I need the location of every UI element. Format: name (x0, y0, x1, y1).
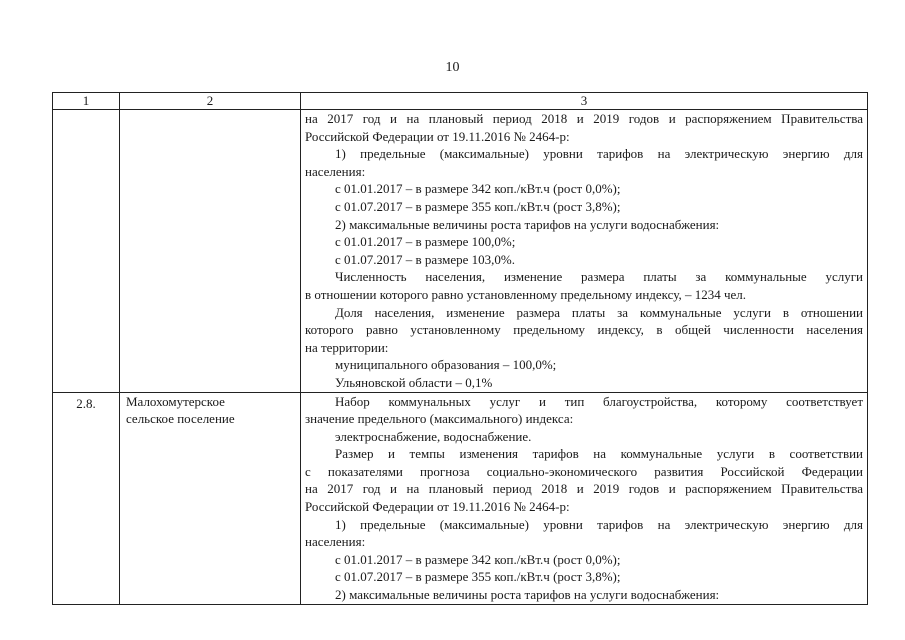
text-line: Российской Федерации от 19.11.2016 № 2464-р: (305, 499, 570, 515)
table-row (53, 392, 868, 604)
text-line: с 01.01.2017 – в размере 342 коп./кВт.ч (рост 0,0%); (335, 551, 621, 567)
text-line: муниципального образования – 100,0%; (335, 357, 557, 373)
description-cell (301, 110, 868, 393)
description-cell (301, 392, 868, 604)
text-line: Ульяновской области – 0,1% (335, 374, 493, 390)
text-line: с 01.07.2017 – в размере 355 коп./кВт.ч (рост 3,8%); (335, 198, 621, 214)
text-line: на 2017 год и на плановый период 2018 и 2019 годов и распоряжением Правительства (305, 481, 863, 497)
text-line: Доля населения, изменение размера платы за коммунальные услуги в отношении (335, 304, 863, 320)
header-col-2: 2 (120, 93, 301, 110)
text-line: Российской Федерации от 19.11.2016 № 2464-р: (305, 128, 570, 144)
row-number: 2.8. (53, 392, 120, 604)
text-line: населения: (305, 163, 366, 179)
text-line: на территории: (305, 339, 389, 355)
text-line: значение предельного (максимального) индекса: (305, 411, 574, 427)
text-line: 2) максимальные величины роста тарифов на услуги водоснабжения: (335, 216, 720, 232)
settlement-name-cell (120, 392, 301, 604)
text-line: на 2017 год и на плановый период 2018 и 2019 годов и распоряжением Правительства (305, 111, 863, 126)
text-line: в отношении которого равно установленному предельному индексу, – 1234 чел. (305, 286, 747, 302)
text-line: с 01.07.2017 – в размере 103,0%. (335, 251, 515, 267)
text-line: 1) предельные (максимальные) уровни тарифов на электрическую энергию для (335, 516, 863, 532)
page-number: 10 (445, 60, 460, 75)
table-header-row (53, 93, 868, 110)
text-line: Численность населения, изменение размера платы за коммунальные услуги (335, 269, 863, 285)
table-body (53, 110, 868, 605)
text-line: электроснабжение, водоснабжение. (335, 428, 532, 444)
text-line: 1) предельные (максимальные) уровни тарифов на электрическую энергию для (335, 146, 863, 162)
tariff-table (52, 92, 868, 605)
text-line: Набор коммунальных услуг и тип благоустройства, которому соответствует (335, 393, 863, 409)
text-line: с 01.07.2017 – в размере 355 коп./кВт.ч (рост 3,8%); (335, 569, 621, 585)
text-line: 2) максимальные величины роста тарифов на услуги водоснабжения: (335, 587, 720, 603)
settlement-name-cell (120, 110, 301, 393)
text-line: с показателями прогноза социально-экономического развития Российской Федерации (305, 463, 863, 479)
settlement-name-line: сельское поселение (126, 411, 235, 427)
text-line: с 01.01.2017 – в размере 100,0%; (335, 234, 516, 250)
header-col-3: 3 (301, 93, 868, 110)
settlement-name-line: Малохомутерское (126, 393, 225, 409)
table-row (53, 110, 868, 393)
row-number (53, 110, 120, 393)
text-line: которого равно установленному предельному индексу, в общей численности населения (305, 322, 863, 338)
text-line: с 01.01.2017 – в размере 342 коп./кВт.ч (рост 0,0%); (335, 181, 621, 197)
header-col-1: 1 (53, 93, 120, 110)
text-line: населения: (305, 534, 366, 550)
text-line: Размер и темпы изменения тарифов на коммунальные услуги в соответствии (335, 446, 863, 462)
